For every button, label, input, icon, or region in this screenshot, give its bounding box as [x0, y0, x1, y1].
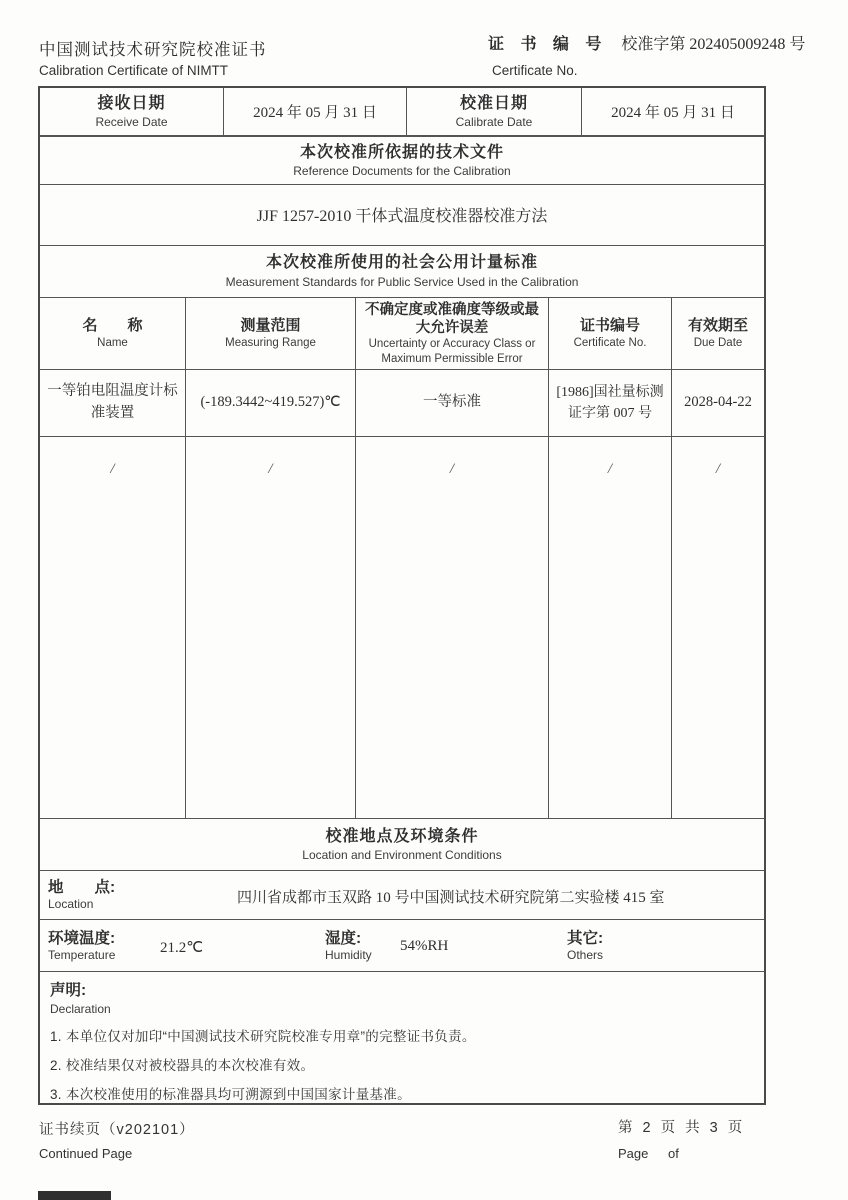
- footer-page-cn: 第 2 页 共 3 页: [618, 1120, 746, 1136]
- standard-certno-empty: /: [549, 437, 672, 818]
- dates-row: [40, 88, 764, 137]
- standard-name-empty: /: [40, 437, 186, 818]
- environment-heading: 校准地点及环境条件 Location and Environment Conditions: [302, 827, 502, 863]
- col-header-name: 名 称 Name: [40, 298, 186, 370]
- environment-heading-row: [40, 819, 764, 871]
- certificate-number-label: 证 书 编 号: [488, 36, 608, 53]
- reference-heading: 本次校准所依据的技术文件 Reference Documents for the Calibration: [293, 143, 511, 179]
- standard-uncertainty-empty: /: [356, 437, 549, 818]
- standard-uncertainty: 一等标准: [356, 370, 549, 436]
- footer-continued-en: Continued Page: [39, 1146, 133, 1161]
- reference-heading-row: [40, 137, 764, 185]
- certificate-number-value: 校准字第 202405009248 号: [621, 36, 806, 53]
- humidity-label: 湿度: Humidity: [325, 930, 372, 963]
- col-header-duedate: 有效期至 Due Date: [687, 316, 748, 349]
- standard-range: (-189.3442~419.527)℃: [186, 370, 356, 436]
- receive-date-label: 接收日期 Receive Date: [40, 88, 224, 135]
- location-label: 地 点: Location: [48, 879, 116, 912]
- standard-range-empty: /: [186, 437, 356, 818]
- receive-date-value: 2024 年 05 月 31 日: [224, 88, 407, 135]
- col-header-uncertainty: 不确定度或准确度等级或最大允许误差 Uncertainty or Accuracy Class or Maximum Permissible Error: [356, 298, 549, 370]
- certificate-number-label-en: Certificate No.: [492, 63, 578, 78]
- scan-artifact-bar: [38, 1191, 111, 1200]
- declaration-item-3: 3. 本次校准使用的标准器具均可溯源到中国国家计量基准。: [50, 1087, 411, 1103]
- reference-document: JJF 1257-2010 干体式温度校准器校准方法: [256, 208, 548, 226]
- footer-page-en-label: Page: [618, 1146, 649, 1161]
- declaration-heading-en: Declaration: [50, 1002, 111, 1017]
- standards-heading-row: [40, 246, 764, 298]
- document-title-en: Calibration Certificate of NIMTT: [39, 63, 229, 78]
- col-header-certno: 证书编号 Certificate No.: [549, 298, 672, 370]
- standard-duedate-empty: /: [715, 460, 721, 477]
- certificate-table: [38, 86, 766, 1105]
- reference-document-row: [40, 185, 764, 246]
- standard-duedate: 2028-04-22: [684, 394, 752, 411]
- standards-heading: 本次校准所使用的社会公用计量标准 Measurement Standards for Public Service Used in the Calibration: [225, 254, 579, 289]
- humidity-value: 54%RH: [400, 938, 449, 955]
- col-header-range: 测量范围 Measuring Range: [186, 298, 356, 370]
- location-row: [40, 871, 764, 920]
- standard-name: 一等铂电阻温度计标准装置: [40, 370, 186, 436]
- environment-values-row: [40, 920, 764, 972]
- standards-column-headers: [40, 298, 764, 371]
- footer-continued-cn: 证书续页（v202101）: [39, 1122, 195, 1138]
- declaration-heading-cn: 声明:: [50, 982, 87, 1000]
- certificate-number: [488, 31, 805, 54]
- calibrate-date-label: 校准日期 Calibrate Date: [407, 88, 582, 135]
- declaration-section: [40, 972, 764, 1103]
- document-title-cn: 中国测试技术研究院校准证书: [39, 41, 267, 59]
- location-value: 四川省成都市玉双路 10 号中国测试技术研究院第二实验楼 415 室: [237, 890, 665, 907]
- temperature-label: 环境温度: Temperature: [48, 930, 116, 963]
- temperature-value: 21.2℃: [160, 940, 204, 957]
- declaration-item-1: 1. 本单位仅对加印“中国测试技术研究院校准专用章”的完整证书负责。: [50, 1029, 476, 1045]
- standard-certno: [1986]国社量标测证字第 007 号: [549, 370, 672, 436]
- standards-row-1: [40, 370, 764, 437]
- standards-row-2: [40, 437, 764, 819]
- footer-page-en-of: of: [668, 1146, 679, 1161]
- declaration-item-2: 2. 校准结果仅对被校器具的本次校准有效。: [50, 1058, 315, 1074]
- calibrate-date-value: 2024 年 05 月 31 日: [611, 105, 735, 122]
- others-label: 其它: Others: [567, 930, 604, 963]
